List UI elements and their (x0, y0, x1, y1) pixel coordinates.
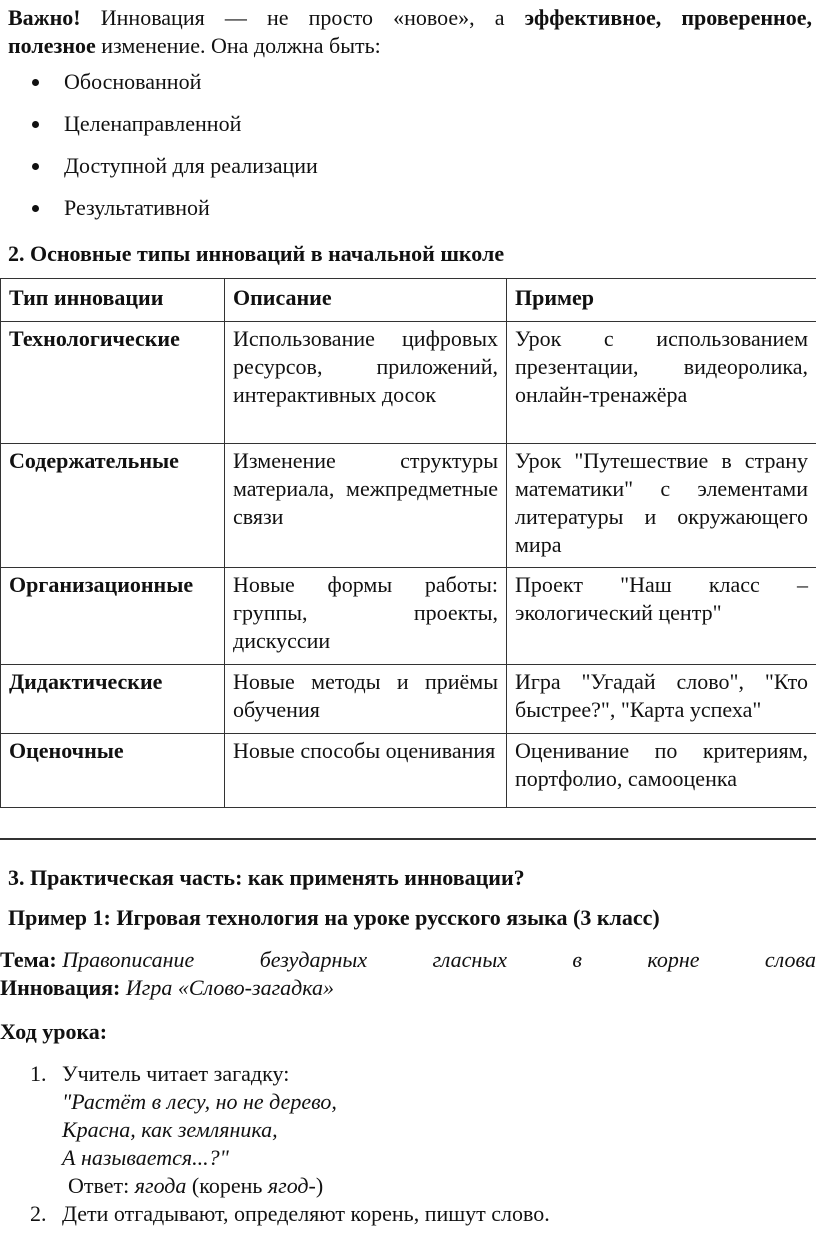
riddle-line: Красна, как земляника, (62, 1117, 278, 1142)
innovation-line (0, 974, 816, 1002)
cell-type: Технологические (1, 322, 225, 444)
important-label: Важно! (8, 5, 81, 30)
answer-text-end: -) (308, 1173, 324, 1198)
topic-line (0, 946, 816, 974)
topic-label: Тема: (0, 947, 57, 972)
answer-root: ягод (267, 1173, 309, 1198)
list-item-text: Доступной для реализации (64, 153, 318, 178)
answer-line (62, 1172, 550, 1200)
list-item (0, 68, 318, 110)
cell-example: Урок "Путешествие в страну математики" с элементами литературы и окружающего мира (507, 444, 816, 568)
cell-type: Оценочные (1, 734, 225, 808)
lesson-steps-list (0, 1060, 550, 1228)
intro-bold-phrase-2: полезное (8, 33, 96, 58)
cell-description: Новые методы и приёмы обучения (225, 665, 507, 734)
section-divider (0, 838, 816, 840)
bullet-icon (32, 163, 39, 170)
cell-description: Использование цифровых ресурсов, приложений, интерактивных досок (225, 322, 507, 444)
list-item (0, 152, 318, 194)
cell-description: Новые способы оценивания (225, 734, 507, 808)
list-item (0, 110, 318, 152)
list-item-text: Целенаправленной (64, 111, 242, 136)
riddle-line: "Растёт в лесу, но не дерево, (62, 1089, 337, 1114)
innovation-label: Инновация: (0, 975, 121, 1000)
section-2-heading: 2. Основные типы инноваций в начальной школе (8, 241, 505, 266)
column-header-example: Пример (507, 279, 816, 322)
innovation-value: Игра «Слово-загадка» (125, 975, 335, 1000)
riddle-line: А называется...?" (62, 1145, 229, 1170)
list-item (0, 194, 318, 236)
topic-word: гласных (432, 947, 507, 972)
cell-type: Содержательные (1, 444, 225, 568)
table-row (1, 568, 816, 665)
cell-example: Оценивание по критериям, портфолио, самооценка (507, 734, 816, 808)
answer-word: ягода (134, 1173, 187, 1198)
step-text: Учитель читает загадку: (62, 1061, 290, 1086)
cell-description: Изменение структуры материала, межпредметные связи (225, 444, 507, 568)
intro-text-2: изменение. Она должна быть: (95, 33, 381, 58)
column-header-type: Тип инновации (1, 279, 225, 322)
list-item (0, 1200, 550, 1228)
cell-description: Новые формы работы: группы, проекты, дискуссии (225, 568, 507, 665)
list-item-text: Обоснованной (64, 69, 202, 94)
intro-paragraph (8, 4, 812, 60)
example-1-heading: Пример 1: Игровая технология на уроке русского языка (3 класс) (8, 905, 660, 930)
intro-line-2 (8, 32, 812, 60)
bullet-icon (32, 79, 39, 86)
table-row (1, 734, 816, 808)
cell-type: Дидактические (1, 665, 225, 734)
table-row (1, 444, 816, 568)
step-text: Дети отгадывают, определяют корень, пишут слово. (62, 1201, 550, 1226)
topic-word: корне (647, 947, 700, 972)
cell-example: Проект "Наш класс – экологический центр" (507, 568, 816, 665)
bullet-icon (32, 205, 39, 212)
requirements-list (0, 68, 318, 236)
list-item (0, 1060, 550, 1200)
intro-bold-phrase: эффективное, проверенное, (524, 5, 812, 30)
table-header-row (1, 279, 816, 322)
cell-example: Игра "Угадай слово", "Кто быстрее?", "Карта успеха" (507, 665, 816, 734)
table-row (1, 665, 816, 734)
intro-text-1: Инновация — не просто «новое», а (80, 5, 525, 30)
section-3-heading: 3. Практическая часть: как применять инновации? (8, 865, 525, 890)
step-number: 1. (30, 1061, 47, 1086)
lesson-progress-heading: Ход урока: (0, 1019, 108, 1044)
step-number: 2. (30, 1201, 47, 1226)
answer-text: (корень (186, 1173, 268, 1198)
table-row (1, 322, 816, 444)
intro-line-1 (8, 4, 812, 32)
topic-word: в (572, 947, 582, 972)
lesson-topic (0, 946, 816, 1002)
answer-label: Ответ: (68, 1173, 130, 1198)
topic-word: безударных (259, 947, 368, 972)
innovation-types-table (0, 278, 816, 808)
cell-type: Организационные (1, 568, 225, 665)
column-header-description: Описание (225, 279, 507, 322)
topic-word: Правописание (62, 947, 195, 972)
list-item-text: Результативной (64, 195, 210, 220)
cell-example: Урок с использованием презентации, видеоролика, онлайн-тренажёра (507, 322, 816, 444)
bullet-icon (32, 121, 39, 128)
topic-word: слова (764, 947, 816, 972)
